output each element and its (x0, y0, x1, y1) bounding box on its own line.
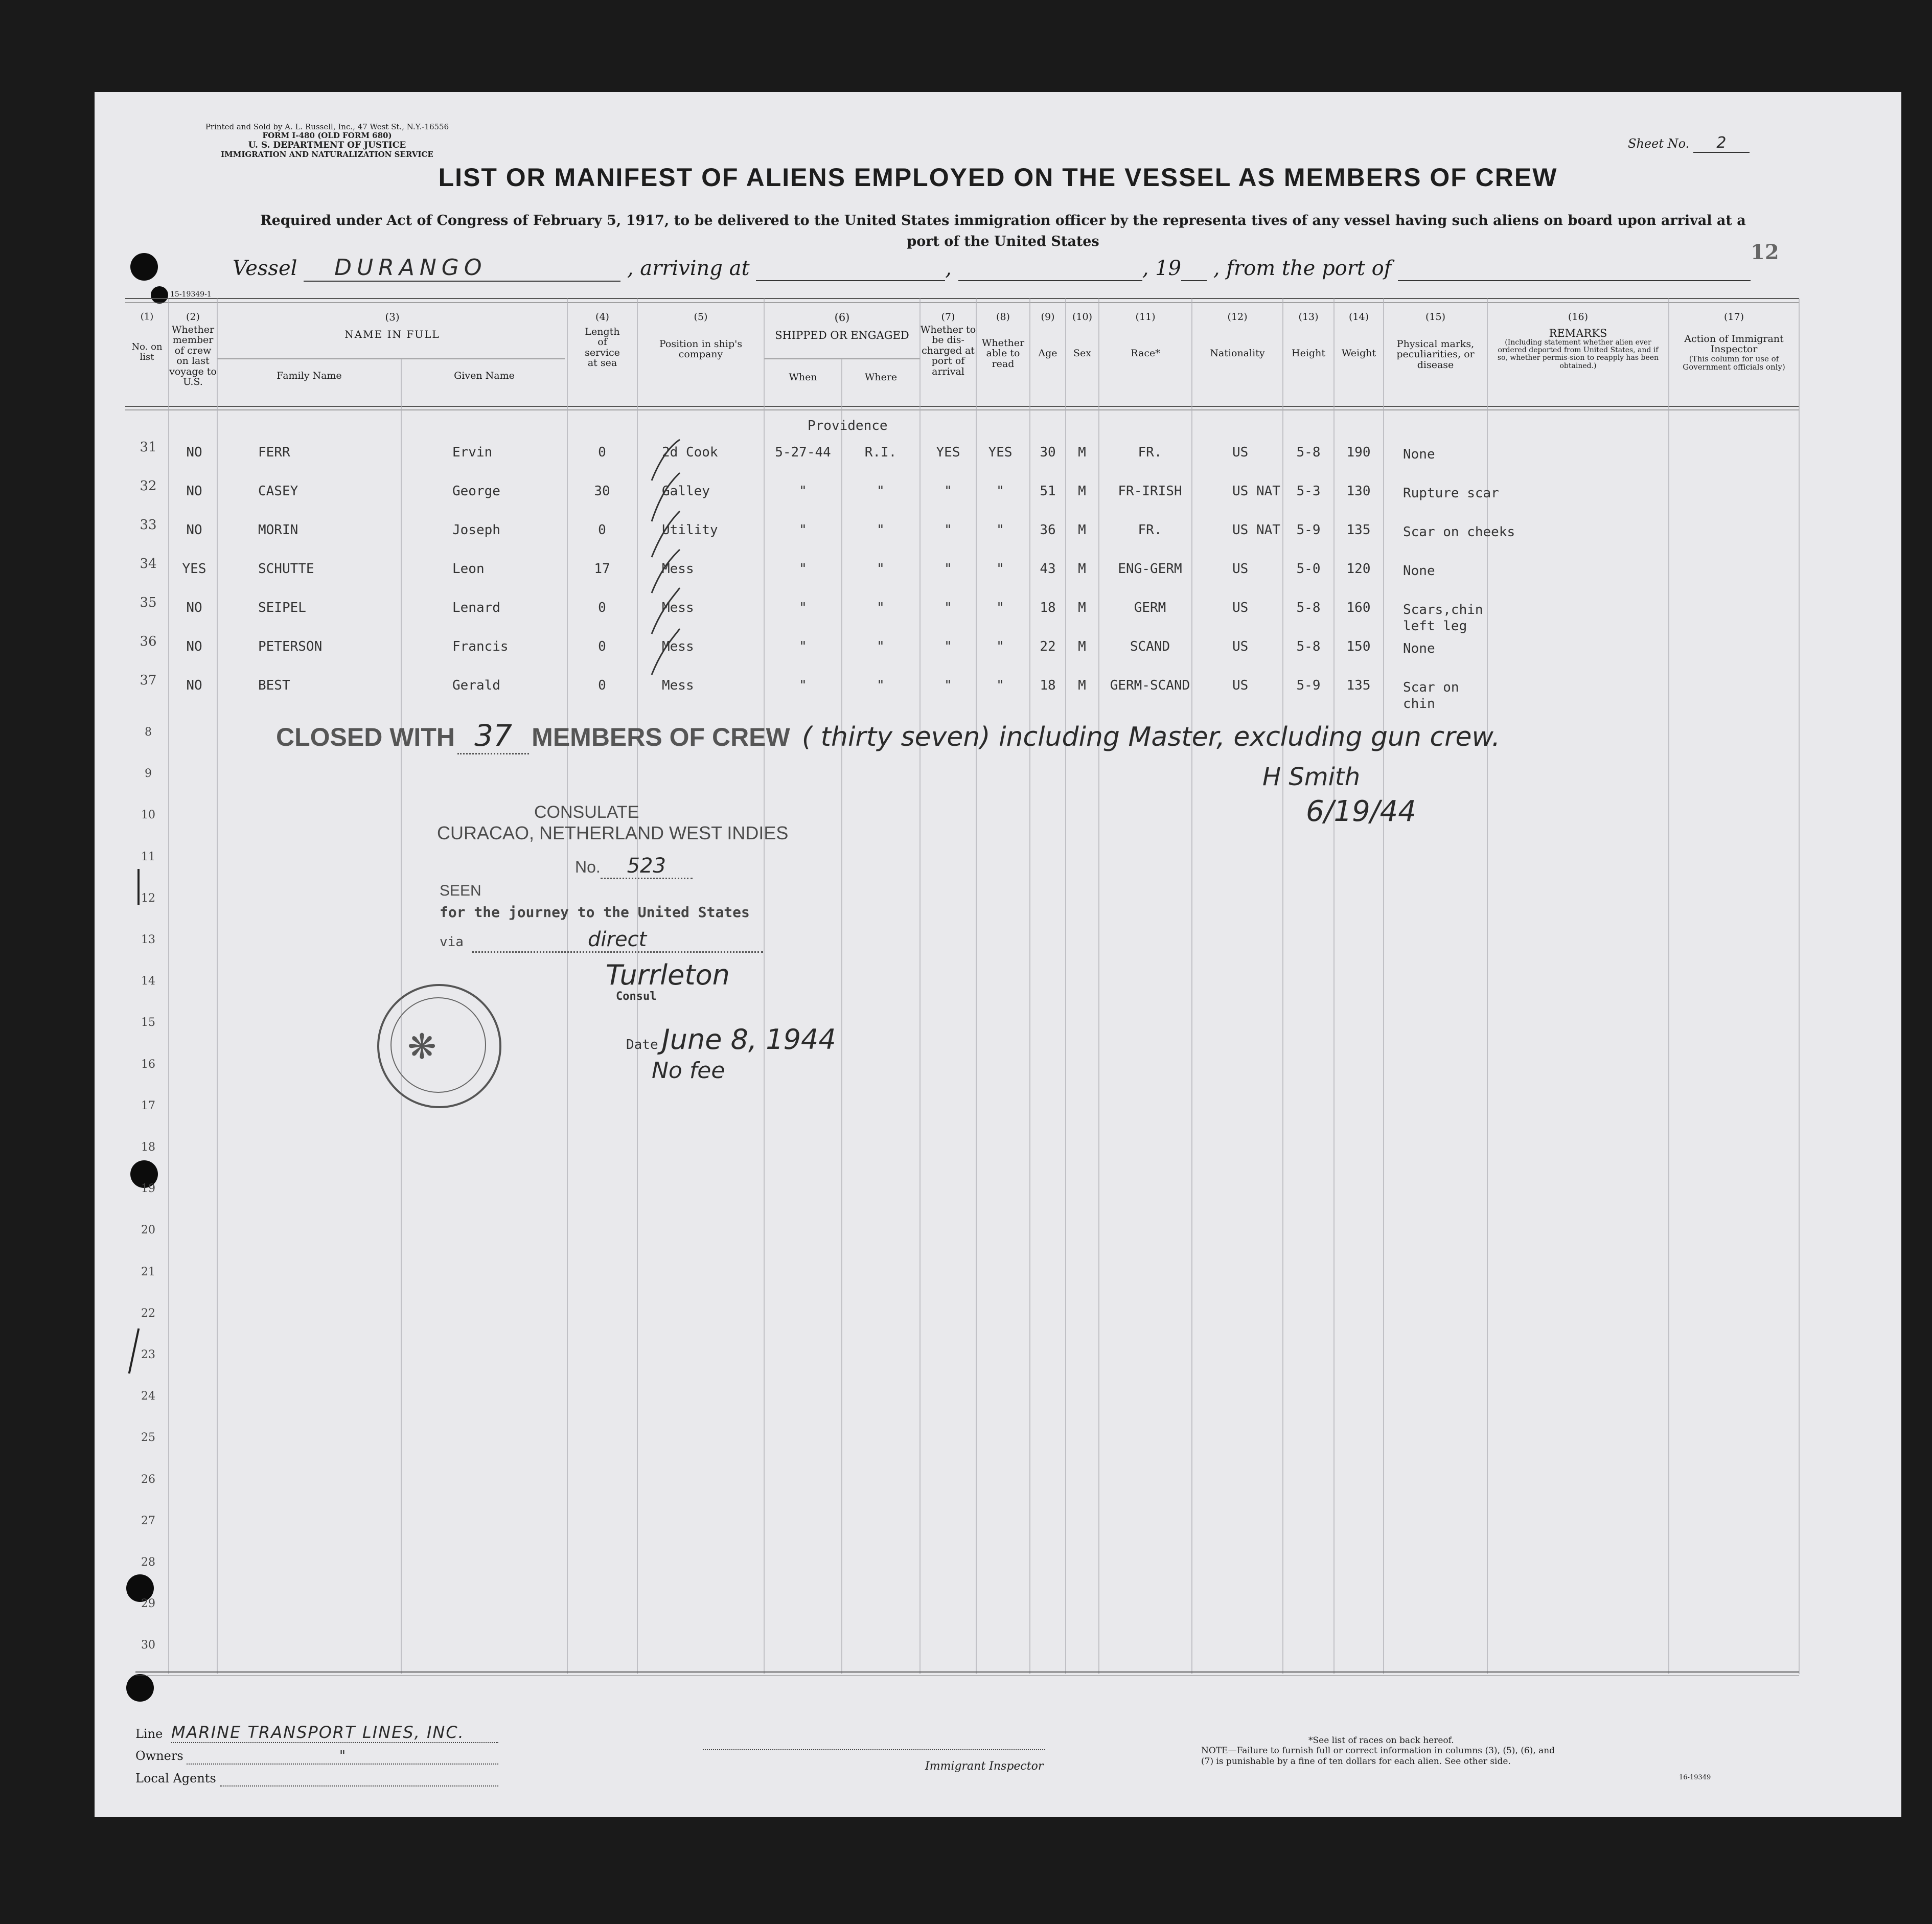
cell-race: ENG-GERM (1118, 561, 1182, 577)
cell-discharged: " (944, 678, 952, 693)
cell-shipped-where: " (877, 522, 885, 538)
cell-sex: M (1078, 484, 1086, 499)
cell-height: 5-9 (1296, 678, 1321, 693)
cell-shipped-where: " (877, 639, 885, 654)
footer-note: *See list of races on back hereof. (1308, 1735, 1454, 1746)
cell-service-length: 0 (598, 678, 606, 693)
cell-position: 2d Cook (662, 445, 718, 460)
page-title: LIST OR MANIFEST OF ALIENS EMPLOYED ON THE VESSEL AS MEMBERS OF CREW (438, 163, 1558, 192)
cell-given-name: Lenard (452, 600, 500, 615)
cell-height: 5-9 (1296, 522, 1321, 538)
cell-weight: 160 (1346, 600, 1371, 615)
cell-shipped-when: 5-27-44 (775, 445, 831, 460)
cell-given-name: Leon (452, 561, 485, 577)
vessel-line: Vessel DURANGO , arriving at , , 19 , from the port of (233, 255, 1791, 282)
column-header-16: (16) REMARKS (Including statement whether alien ever ordered deported from United States, and if so, whether permis-sion to reapply has been obtained.) (1497, 311, 1659, 370)
footer-notes (1201, 1735, 1751, 1767)
vessel-name: DURANGO (304, 255, 620, 282)
cell-physical-marks: Scar on cheeks (1403, 524, 1515, 540)
column-header-10: (10) Sex (1072, 311, 1092, 359)
cell-shipped-when: " (799, 484, 807, 499)
cell-shipped-where: " (877, 678, 885, 693)
cell-shipped-when: " (799, 639, 807, 654)
cell-able-to-read: " (996, 639, 1004, 654)
sheet-number-value: 2 (1693, 134, 1750, 153)
cell-given-name: Francis (452, 639, 509, 654)
cell-nationality: US (1232, 639, 1249, 654)
empty-row-number: 14 (141, 975, 155, 988)
empty-row-number: 22 (141, 1307, 155, 1320)
cell-family-name: MORIN (258, 522, 298, 538)
cell-position: Utility (662, 522, 718, 538)
consulate-journey: for the journey to the United States (440, 904, 750, 921)
cell-discharged: " (944, 639, 952, 654)
inspector-signature-line (703, 1749, 1045, 1750)
closing-stamp-prefix: CLOSED WITH (276, 723, 455, 751)
empty-row-number: 8 (145, 726, 152, 739)
cell-height: 5-8 (1296, 639, 1321, 654)
cell-able-to-read: " (996, 600, 1004, 615)
column-header-12: (12) Nationality (1210, 311, 1265, 359)
cell-sex: M (1078, 445, 1086, 460)
closing-handwritten-note: ( thirty seven) including Master, excluding gun crew. (801, 722, 1501, 752)
empty-row-number: 16 (141, 1058, 155, 1071)
empty-row-number: 23 (141, 1348, 155, 1361)
cell-service-length: 0 (598, 445, 606, 460)
column-header-8: (8) Whether able to read (981, 311, 1025, 370)
empty-row-number: 18 (141, 1141, 155, 1154)
column-header-17: (17) Action of Immigrant Inspector (This column for use of Government officials only) (1683, 311, 1785, 372)
row-number: 36 (140, 634, 157, 649)
form-code: 15-19349-1 (170, 290, 212, 299)
empty-row-number: 29 (141, 1597, 155, 1611)
owners-value: " (187, 1748, 498, 1765)
cell-shipped-where: R.I. (864, 445, 897, 460)
column-header-4: (4) Length of service at sea (585, 311, 620, 369)
inspector-signature: H Smith (1262, 763, 1361, 791)
cell-age: 36 (1040, 522, 1056, 538)
cell-race: SCAND (1130, 639, 1170, 654)
cell-family-name: SEIPEL (258, 600, 306, 615)
empty-row-number: 11 (141, 850, 155, 863)
cell-shipped-when: " (799, 678, 807, 693)
cell-last-voyage: NO (186, 639, 202, 654)
manifest-sheet (95, 92, 1901, 1817)
cell-able-to-read: " (996, 561, 1004, 577)
cell-last-voyage: NO (186, 600, 202, 615)
column-header-14: (14) Weight (1341, 311, 1376, 359)
cell-nationality: US NAT (1232, 522, 1280, 538)
cell-sex: M (1078, 600, 1086, 615)
cell-shipped-when: " (799, 522, 807, 538)
cell-discharged: " (944, 561, 952, 577)
cell-shipped-when: " (799, 600, 807, 615)
cell-able-to-read: " (996, 484, 1004, 499)
row-number: 35 (140, 595, 157, 610)
cell-age: 51 (1040, 484, 1056, 499)
cell-physical-marks: None (1403, 447, 1435, 462)
empty-row-number: 15 (141, 1016, 155, 1029)
cell-physical-marks: left leg (1403, 619, 1467, 634)
row-number: 33 (140, 517, 157, 533)
column-header-7: (7) Whether to be dis-charged at port of arrival (920, 311, 976, 377)
row-number: 34 (140, 556, 157, 571)
crew-count: 37 (457, 718, 529, 754)
cell-discharged: " (944, 522, 952, 538)
consul-signature: Turrleton (606, 959, 730, 991)
footer-note: NOTE—Failure to furnish full or correct information in columns (3), (5), (6), and (1201, 1746, 1555, 1756)
cell-sex: M (1078, 639, 1086, 654)
cell-position: Mess (662, 639, 694, 654)
footer-form-code: 16-19349 (1679, 1774, 1711, 1781)
cell-discharged: " (944, 600, 952, 615)
empty-row-number: 25 (141, 1431, 155, 1445)
cell-last-voyage: NO (186, 678, 202, 693)
cell-able-to-read: YES (988, 445, 1013, 460)
row-number: 31 (140, 440, 157, 455)
cell-given-name: Gerald (452, 678, 500, 693)
empty-row-number: 9 (145, 767, 152, 781)
eagle-icon: ❋ (407, 1027, 436, 1067)
section-label: Providence (808, 418, 888, 433)
column-subheader-family: Family Name (277, 370, 342, 381)
consulate-stamp-line: CURACAO, NETHERLAND WEST INDIES (437, 822, 789, 843)
cell-nationality: US (1232, 600, 1249, 615)
cell-given-name: Ervin (452, 445, 493, 460)
consulate-number: 523 (601, 854, 693, 879)
cell-last-voyage: NO (186, 522, 202, 538)
cell-age: 18 (1040, 600, 1056, 615)
column-header-11: (11) Race* (1131, 311, 1160, 359)
cell-family-name: BEST (258, 678, 290, 693)
empty-row-number: 20 (141, 1224, 155, 1237)
consulate-stamp-line: CONSULATE (534, 803, 639, 822)
cell-position: Mess (662, 678, 694, 693)
cell-sex: M (1078, 561, 1086, 577)
empty-row-number: 17 (141, 1099, 155, 1112)
inspector-label: Immigrant Inspector (925, 1760, 1044, 1773)
cell-height: 5-8 (1296, 600, 1321, 615)
row-number: 37 (140, 673, 157, 688)
closing-date: 6/19/44 (1306, 795, 1416, 828)
consulate-date: June 8, 1944 (661, 1023, 836, 1056)
empty-row-number: 13 (141, 933, 155, 946)
empty-row-number: 30 (141, 1639, 155, 1652)
cell-family-name: PETERSON (258, 639, 323, 654)
cell-last-voyage: NO (186, 484, 202, 499)
cell-given-name: George (452, 484, 500, 499)
column-header-1: (1) No. on list (131, 311, 163, 362)
department-name: U. S. DEPARTMENT OF JUSTICE (248, 140, 406, 150)
cell-height: 5-8 (1296, 445, 1321, 460)
sheet-number-label: Sheet No. 2 (1628, 134, 1750, 153)
cell-nationality: US (1232, 445, 1249, 460)
footer-agents-row: Local Agents (135, 1771, 498, 1786)
cell-last-voyage: NO (186, 445, 202, 460)
footer-note: (7) is punishable by a fine of ten dollars for each alien. See other side. (1201, 1756, 1511, 1767)
cell-shipped-where: " (877, 561, 885, 577)
column-header-5: (5) Position in ship's company (659, 311, 743, 360)
cell-shipped-where: " (877, 600, 885, 615)
cell-service-length: 0 (598, 600, 606, 615)
column-header-3: (3) NAME IN FULL (344, 311, 440, 340)
subtitle-line: Required under Act of Congress of February 5, 1917, to be delivered to the United States immigration officer by the representa tives of any vessel having such aliens on board upon arrival at a (260, 213, 1746, 228)
cell-physical-marks: Scar on (1403, 680, 1459, 695)
row-number: 32 (140, 478, 157, 494)
corner-number: 12 (1751, 240, 1779, 264)
cell-race: GERM (1134, 600, 1166, 615)
cell-weight: 190 (1346, 445, 1371, 460)
cell-position: Galley (662, 484, 710, 499)
cell-race: FR-IRISH (1118, 484, 1182, 499)
cell-discharged: " (944, 484, 952, 499)
empty-row-number: 12 (141, 891, 155, 905)
cell-height: 5-3 (1296, 484, 1321, 499)
consulate-stamp: CONSULATE CURACAO, NETHERLAND WEST INDIES No. 523 SEEN for the journey to the United States via direct Turrleton Consul Date June 8, 1944 No fee (391, 803, 851, 1084)
empty-row-number: 28 (141, 1556, 155, 1569)
cell-race: FR. (1138, 522, 1162, 538)
empty-row-number: 24 (141, 1390, 155, 1403)
cell-nationality: US (1232, 561, 1249, 577)
cell-race: FR. (1138, 445, 1162, 460)
cell-shipped-when: " (799, 561, 807, 577)
consulate-seal (377, 984, 501, 1108)
empty-row-number: 21 (141, 1265, 155, 1278)
cell-position: Mess (662, 600, 694, 615)
footer-owners-row: Owners " (135, 1748, 498, 1765)
column-header-9: (9) Age (1038, 311, 1057, 359)
cell-weight: 130 (1346, 484, 1371, 499)
subtitle-line: port of the United States (907, 233, 1099, 249)
consulate-via: direct (472, 928, 763, 953)
cell-given-name: Joseph (452, 522, 500, 538)
consul-title: Consul (616, 990, 657, 1003)
column-subheader-where: Where (864, 372, 898, 383)
pen-strokes (631, 424, 713, 813)
column-subheader-when: When (789, 372, 817, 383)
cell-service-length: 30 (594, 484, 610, 499)
column-header-13: (13) Height (1292, 311, 1325, 359)
form-number: FORM I-480 (OLD FORM 680) (262, 131, 392, 141)
cell-physical-marks: Scars,chin (1403, 602, 1483, 617)
consulate-seen: SEEN (440, 882, 481, 899)
cell-last-voyage: YES (182, 561, 206, 577)
closing-stamp-suffix: MEMBERS OF CREW (532, 723, 790, 751)
cell-age: 30 (1040, 445, 1056, 460)
cell-family-name: SCHUTTE (258, 561, 314, 577)
cell-weight: 120 (1346, 561, 1371, 577)
empty-row-number: 19 (141, 1182, 155, 1196)
empty-row-number: 27 (141, 1514, 155, 1527)
empty-row-number: 26 (141, 1473, 155, 1486)
cell-shipped-where: " (877, 484, 885, 499)
margin-mark (137, 869, 140, 905)
cell-family-name: FERR (258, 445, 290, 460)
cell-physical-marks: None (1403, 641, 1435, 656)
cell-nationality: US NAT (1232, 484, 1280, 499)
cell-position: Mess (662, 561, 694, 577)
footer-line-row: Line MARINE TRANSPORT LINES, INC. (135, 1723, 498, 1743)
cell-service-length: 17 (594, 561, 610, 577)
cell-service-length: 0 (598, 639, 606, 654)
empty-row-number: 10 (141, 809, 155, 822)
cell-able-to-read: " (996, 522, 1004, 538)
cell-nationality: US (1232, 678, 1249, 693)
cell-age: 43 (1040, 561, 1056, 577)
column-header-6: (6) SHIPPED OR ENGAGED (775, 311, 909, 341)
cell-service-length: 0 (598, 522, 606, 538)
cell-weight: 135 (1346, 678, 1371, 693)
cell-physical-marks: chin (1403, 696, 1435, 712)
cell-age: 18 (1040, 678, 1056, 693)
cell-discharged: YES (936, 445, 960, 460)
cell-age: 22 (1040, 639, 1056, 654)
cell-weight: 135 (1346, 522, 1371, 538)
cell-race: GERM-SCAND (1110, 678, 1190, 693)
column-subheader-given: Given Name (454, 370, 515, 381)
printer-line: Printed and Sold by A. L. Russell, Inc., 47 West St., N.Y.-16556 (205, 122, 449, 131)
cell-able-to-read: " (996, 678, 1004, 693)
cell-physical-marks: Rupture scar (1403, 486, 1499, 501)
footer-divider (135, 1671, 1799, 1673)
cell-family-name: CASEY (258, 484, 298, 499)
service-name: IMMIGRATION AND NATURALIZATION SERVICE (221, 150, 433, 159)
cell-weight: 150 (1346, 639, 1371, 654)
column-header-2: (2) Whether member of crew on last voyage to U.S. (169, 311, 217, 388)
closing-statement (276, 718, 1820, 754)
shipping-line-value: MARINE TRANSPORT LINES, INC. (171, 1723, 498, 1743)
cell-sex: M (1078, 522, 1086, 538)
cell-sex: M (1078, 678, 1086, 693)
cell-height: 5-0 (1296, 561, 1321, 577)
column-header-15: (15) Physical marks, peculiarities, or disease (1396, 311, 1475, 371)
cell-physical-marks: None (1403, 563, 1435, 579)
consulate-fee: No fee (652, 1058, 725, 1084)
